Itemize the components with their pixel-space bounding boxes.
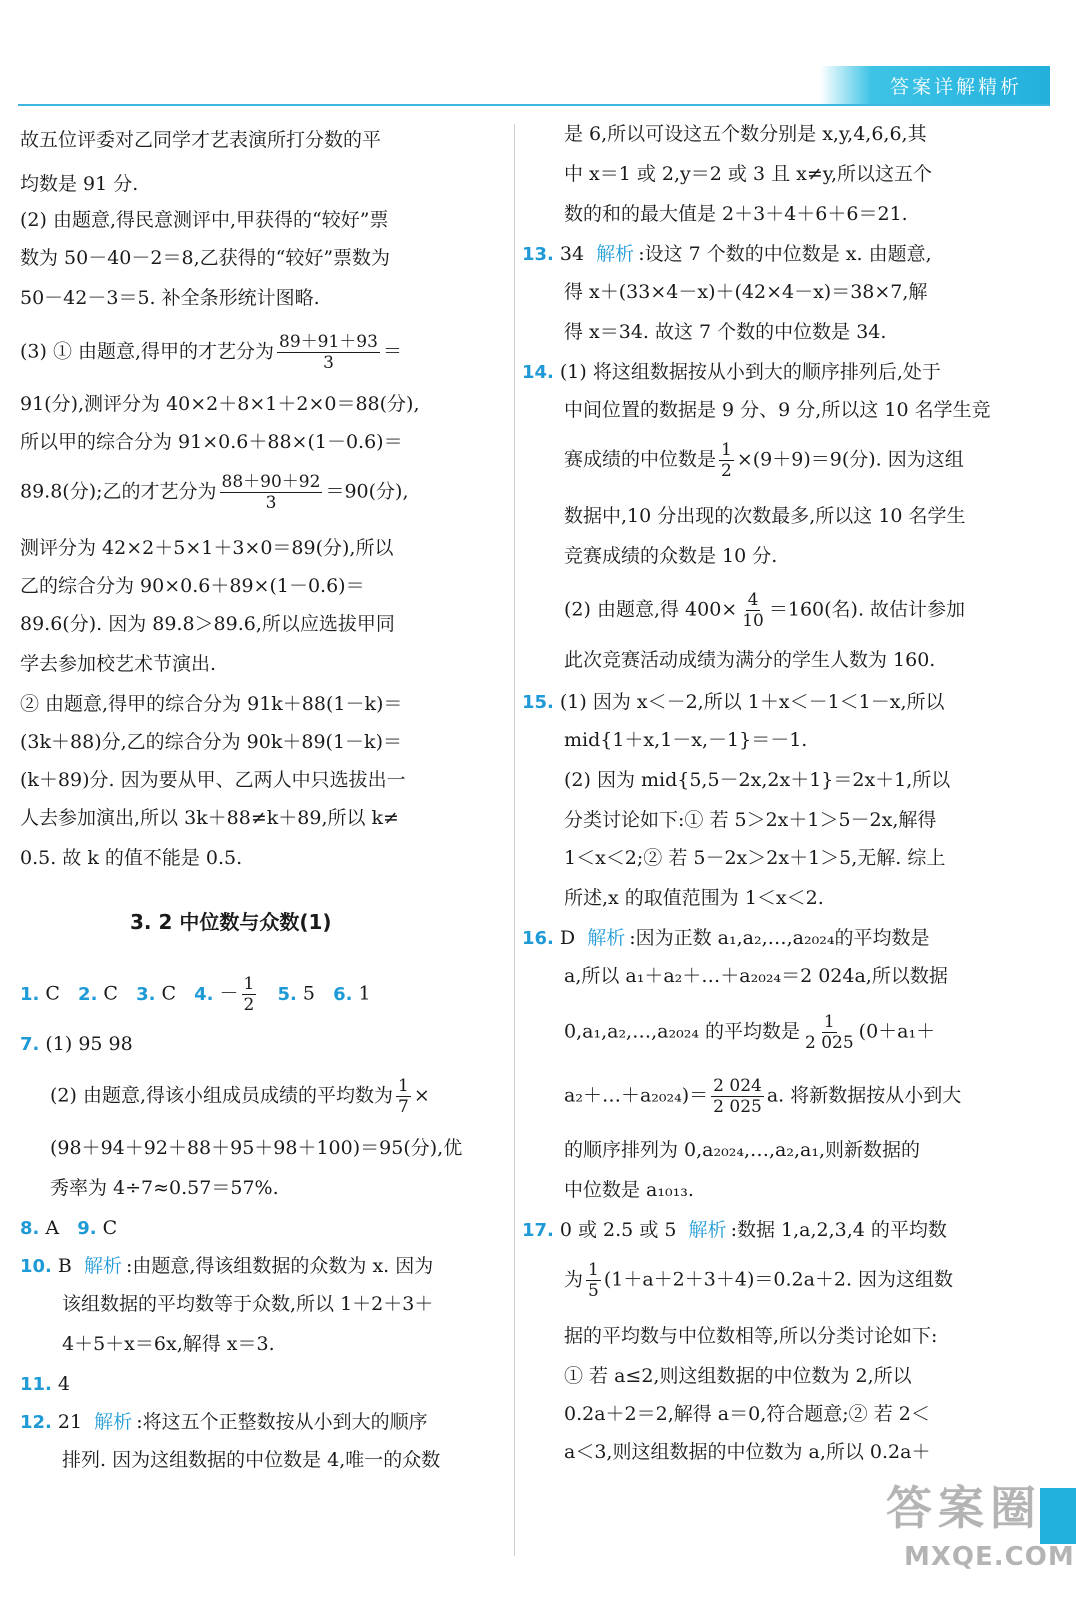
text-fragment: a. 将新数据按从小到大 (766, 1084, 962, 1107)
text-line: 排列. 因为这组数据的中位数是 4,唯一的众数 (62, 1449, 441, 1471)
answer-row (20, 1408, 428, 1437)
text-fragment: ＝ (382, 340, 402, 363)
text-line: (k＋89)分. 因为要从甲、乙两人中只选拔出一 (20, 769, 406, 791)
text-line: 故五位评委对乙同学才艺表演所打分数的平 (20, 129, 382, 151)
fraction-numerator: 4 (747, 590, 759, 610)
text-line: (3k＋88)分,乙的综合分为 90k＋89(1－k)＝ (20, 731, 402, 753)
question-number: 4. (194, 983, 214, 1005)
answer-row (522, 1216, 947, 1245)
question-number: 5. (277, 983, 297, 1005)
answer-row (20, 1030, 133, 1059)
answer: － (219, 982, 239, 1005)
question-number: 1. (20, 983, 40, 1005)
text-line: 91(分),测评分为 40×2＋8×1＋2×0＝88(分), (20, 393, 420, 415)
analysis-label: 解析 (596, 243, 635, 265)
question-number: 3. (136, 983, 156, 1005)
text-fragment: (0＋a₁＋ (858, 1020, 936, 1043)
column-divider (514, 124, 515, 1556)
text-fragment: ＝160(名). 故估计参加 (768, 598, 966, 621)
text-line: a＜3,则这组数据的中位数为 a,所以 0.2a＋ (564, 1441, 931, 1463)
text-fragment: a₂＋…＋a₂₀₂₄)＝ (564, 1084, 709, 1107)
answer: 0 或 2.5 或 5 (559, 1219, 677, 1241)
text-line: 该组数据的平均数等于众数,所以 1＋2＋3＋ (62, 1293, 434, 1315)
answer-row (20, 1214, 117, 1243)
text-fragment: :将这五个正整数按从小到大的顺序 (136, 1411, 428, 1433)
text-line: 测评分为 42×2＋5×1＋3×0＝89(分),所以 (20, 537, 394, 559)
fraction (711, 1076, 764, 1117)
answer: C (102, 1217, 118, 1239)
answer-row (522, 358, 941, 387)
answer: C (45, 982, 60, 1005)
text-line (522, 1260, 953, 1301)
text-line: 是 6,所以可设这五个数分别是 x,y,4,6,6,其 (564, 123, 927, 145)
text-line: 得 x＝34. 故这 7 个数的中位数是 34. (564, 321, 887, 343)
text-line: ① 若 a≤2,则这组数据的中位数为 2,所以 (564, 1365, 912, 1387)
text-line (522, 1012, 935, 1053)
text-line: 1＜x＜2;② 若 5－2x＞2x＋1＞5,无解. 综上 (564, 847, 946, 869)
text-line: 89.6(分). 因为 89.8＞89.6,所以应选拔甲同 (20, 613, 395, 635)
answer: C (161, 982, 177, 1005)
fraction-numerator: 1 (823, 1012, 835, 1032)
fraction-numerator: 88＋90＋92 (221, 472, 321, 492)
question-number: 11. (20, 1374, 52, 1395)
question-number: 17. (522, 1220, 554, 1241)
answer-row (522, 240, 932, 269)
fraction (719, 440, 734, 481)
fraction-denominator: 3 (265, 493, 277, 513)
text-fragment: × (413, 1084, 430, 1107)
question-number: 9. (77, 1218, 97, 1239)
answer-row (20, 1252, 433, 1281)
answer: 21 (57, 1411, 83, 1433)
question-number: 8. (20, 1218, 40, 1239)
text-fragment: :因为正数 a₁,a₂,…,a₂₀₂₄的平均数是 (629, 927, 930, 949)
question-number: 12. (20, 1412, 52, 1433)
text-fragment: :由题意,得该组数据的众数为 x. 因为 (125, 1255, 434, 1277)
answer: 1 (358, 982, 371, 1005)
fraction-numerator: 1 (721, 440, 732, 460)
fraction-numerator: 1 (398, 1076, 409, 1096)
header-title: 答案详解精析 (889, 76, 1022, 98)
text-line: 中位数是 a₁₀₁₃. (564, 1179, 694, 1201)
text-line: 所述,x 的取值范围为 1＜x＜2. (564, 887, 824, 909)
fraction-numerator: 1 (588, 1260, 599, 1280)
answer: 4 (57, 1373, 70, 1395)
text-line: 分类讨论如下:① 若 5＞2x＋1＞5－2x,解得 (564, 809, 937, 831)
watermark-text: 答案圈 (886, 1481, 1042, 1535)
text-line: ② 由题意,得甲的综合分为 91k＋88(1－k)＝ (20, 693, 403, 715)
text-fragment: ＝90(分), (325, 480, 409, 503)
analysis-label: 解析 (688, 1219, 727, 1241)
answer-row (522, 688, 945, 717)
fraction-denominator: 3 (323, 353, 334, 373)
text-line: 学去参加校艺术节演出. (20, 653, 217, 675)
text-line: 中间位置的数据是 9 分、9 分,所以这 10 名学生竞 (564, 399, 991, 421)
text-line (20, 1076, 430, 1117)
text-fragment: 赛成绩的中位数是 (564, 448, 717, 471)
text-fragment: (1) 将这组数据按从小到大的顺序排列后,处于 (559, 361, 941, 383)
answer: C (103, 982, 118, 1005)
question-number: 13. (522, 244, 554, 265)
header-rule (18, 104, 1050, 106)
fraction-denominator: 10 (742, 611, 764, 631)
analysis-label: 解析 (587, 927, 626, 949)
question-number: 10. (20, 1256, 52, 1277)
fraction-denominator: 2 (243, 995, 255, 1015)
text-line: 中 x＝1 或 2,y＝2 或 3 且 x≠y,所以这五个 (564, 163, 933, 185)
fraction-denominator: 2 025 (713, 1097, 762, 1117)
text-line: 据的平均数与中位数相等,所以分类讨论如下: (564, 1325, 938, 1347)
text-line: 数为 50－40－2＝8,乙获得的“较好”票数为 (20, 247, 391, 269)
question-number: 14. (522, 362, 554, 383)
answer: B (57, 1255, 72, 1277)
text-fragment: :设这 7 个数的中位数是 x. 由题意, (638, 243, 932, 265)
header-band (820, 66, 1050, 106)
text-line (20, 332, 402, 373)
fraction (277, 332, 380, 373)
fraction-numerator: 1 (243, 974, 255, 994)
text-line: mid{1＋x,1－x,－1}＝－1. (564, 729, 808, 751)
fraction (586, 1260, 601, 1301)
text-line: (98＋94＋92＋88＋95＋98＋100)＝95(分),优 (50, 1137, 463, 1159)
text-line: 均数是 91 分. (20, 173, 139, 195)
text-line: 得 x＋(33×4－x)＋(42×4－x)＝38×7,解 (564, 281, 928, 303)
watermark-logo (870, 1472, 1075, 1592)
text-line (522, 1076, 961, 1117)
analysis-label: 解析 (94, 1411, 133, 1433)
text-fragment: 0,a₁,a₂,…,a₂₀₂₄ 的平均数是 (564, 1020, 800, 1043)
fraction (242, 974, 257, 1015)
text-fragment: (1＋a＋2＋3＋4)＝0.2a＋2. 因为这组数 (603, 1268, 954, 1291)
fraction-denominator: 2 025 (804, 1033, 854, 1053)
text-line: (2) 由题意,得民意测评中,甲获得的“较好”票 (20, 209, 389, 231)
fraction (396, 1076, 411, 1117)
text-line (522, 440, 964, 481)
text-line: 数据中,10 分出现的次数最多,所以这 10 名学生 (564, 505, 966, 527)
text-line (20, 472, 409, 513)
answer: 34 (559, 243, 585, 265)
text-line: 人去参加演出,所以 3k＋88≠k＋89,所以 k≠ (20, 807, 399, 829)
question-number: 15. (522, 692, 554, 713)
question-number: 16. (522, 928, 554, 949)
fraction (803, 1012, 856, 1053)
text-line: 竞赛成绩的众数是 10 分. (564, 545, 778, 567)
text-fragment: ×(9＋9)＝9(分). 因为这组 (736, 448, 964, 471)
text-line: a,所以 a₁＋a₂＋…＋a₂₀₂₄＝2 024a,所以数据 (564, 965, 948, 987)
answer: (1) 95 98 (45, 1033, 133, 1055)
answer: D (559, 927, 576, 949)
watermark-url: MXQE.COM (904, 1542, 1075, 1572)
answer-row (20, 974, 371, 1015)
fraction-numerator: 89＋91＋93 (279, 332, 378, 352)
text-line: 0.2a＋2＝2,解得 a＝0,符合题意;② 若 2＜ (564, 1403, 930, 1425)
section-title: 3. 2 中位数与众数(1) (130, 910, 332, 934)
fraction-denominator: 2 (721, 461, 732, 481)
fraction (740, 590, 766, 631)
text-line: 此次竞赛活动成绩为满分的学生人数为 160. (564, 649, 936, 671)
analysis-label: 解析 (83, 1255, 122, 1277)
text-line: 数的和的最大值是 2＋3＋4＋6＋6＝21. (564, 203, 908, 225)
text-line: 4＋5＋x＝6x,解得 x＝3. (62, 1333, 275, 1355)
text-line: 50－42－3＝5. 补全条形统计图略. (20, 287, 320, 309)
question-number: 6. (333, 983, 353, 1005)
text-fragment: :数据 1,a,2,3,4 的平均数 (730, 1219, 947, 1241)
text-line: 0.5. 故 k 的值不能是 0.5. (20, 847, 243, 869)
fraction-numerator: 2 024 (713, 1076, 762, 1096)
answer-row (522, 924, 929, 953)
text-line (522, 590, 965, 631)
text-fragment: (2) 由题意,得该小组成员成绩的平均数为 (50, 1084, 393, 1107)
answer: 5 (302, 982, 315, 1005)
question-number: 7. (20, 1034, 40, 1055)
text-fragment: (2) 由题意,得 400× (564, 598, 738, 621)
text-line: 乙的综合分为 90×0.6＋89×(1－0.6)＝ (20, 575, 365, 597)
fraction-denominator: 5 (588, 1281, 599, 1301)
text-line: 秀率为 4÷7≈0.57＝57%. (50, 1177, 279, 1199)
text-line: 的顺序排列为 0,a₂₀₂₄,…,a₂,a₁,则新数据的 (564, 1139, 921, 1161)
answer: A (45, 1217, 60, 1239)
question-number: 2. (78, 983, 98, 1005)
text-fragment: 89.8(分);乙的才艺分为 (20, 480, 217, 503)
text-fragment: 为 (564, 1268, 584, 1291)
answer-row (20, 1370, 70, 1399)
fraction-denominator: 7 (398, 1097, 409, 1117)
text-fragment: (3) ① 由题意,得甲的才艺分为 (20, 340, 275, 363)
text-line: (2) 因为 mid{5,5－2x,2x＋1}＝2x＋1,所以 (564, 769, 951, 791)
fraction (220, 472, 323, 513)
text-fragment: (1) 因为 x＜－2,所以 1＋x＜－1＜1－x,所以 (559, 691, 945, 713)
text-line: 所以甲的综合分为 91×0.6＋88×(1－0.6)＝ (20, 431, 403, 453)
